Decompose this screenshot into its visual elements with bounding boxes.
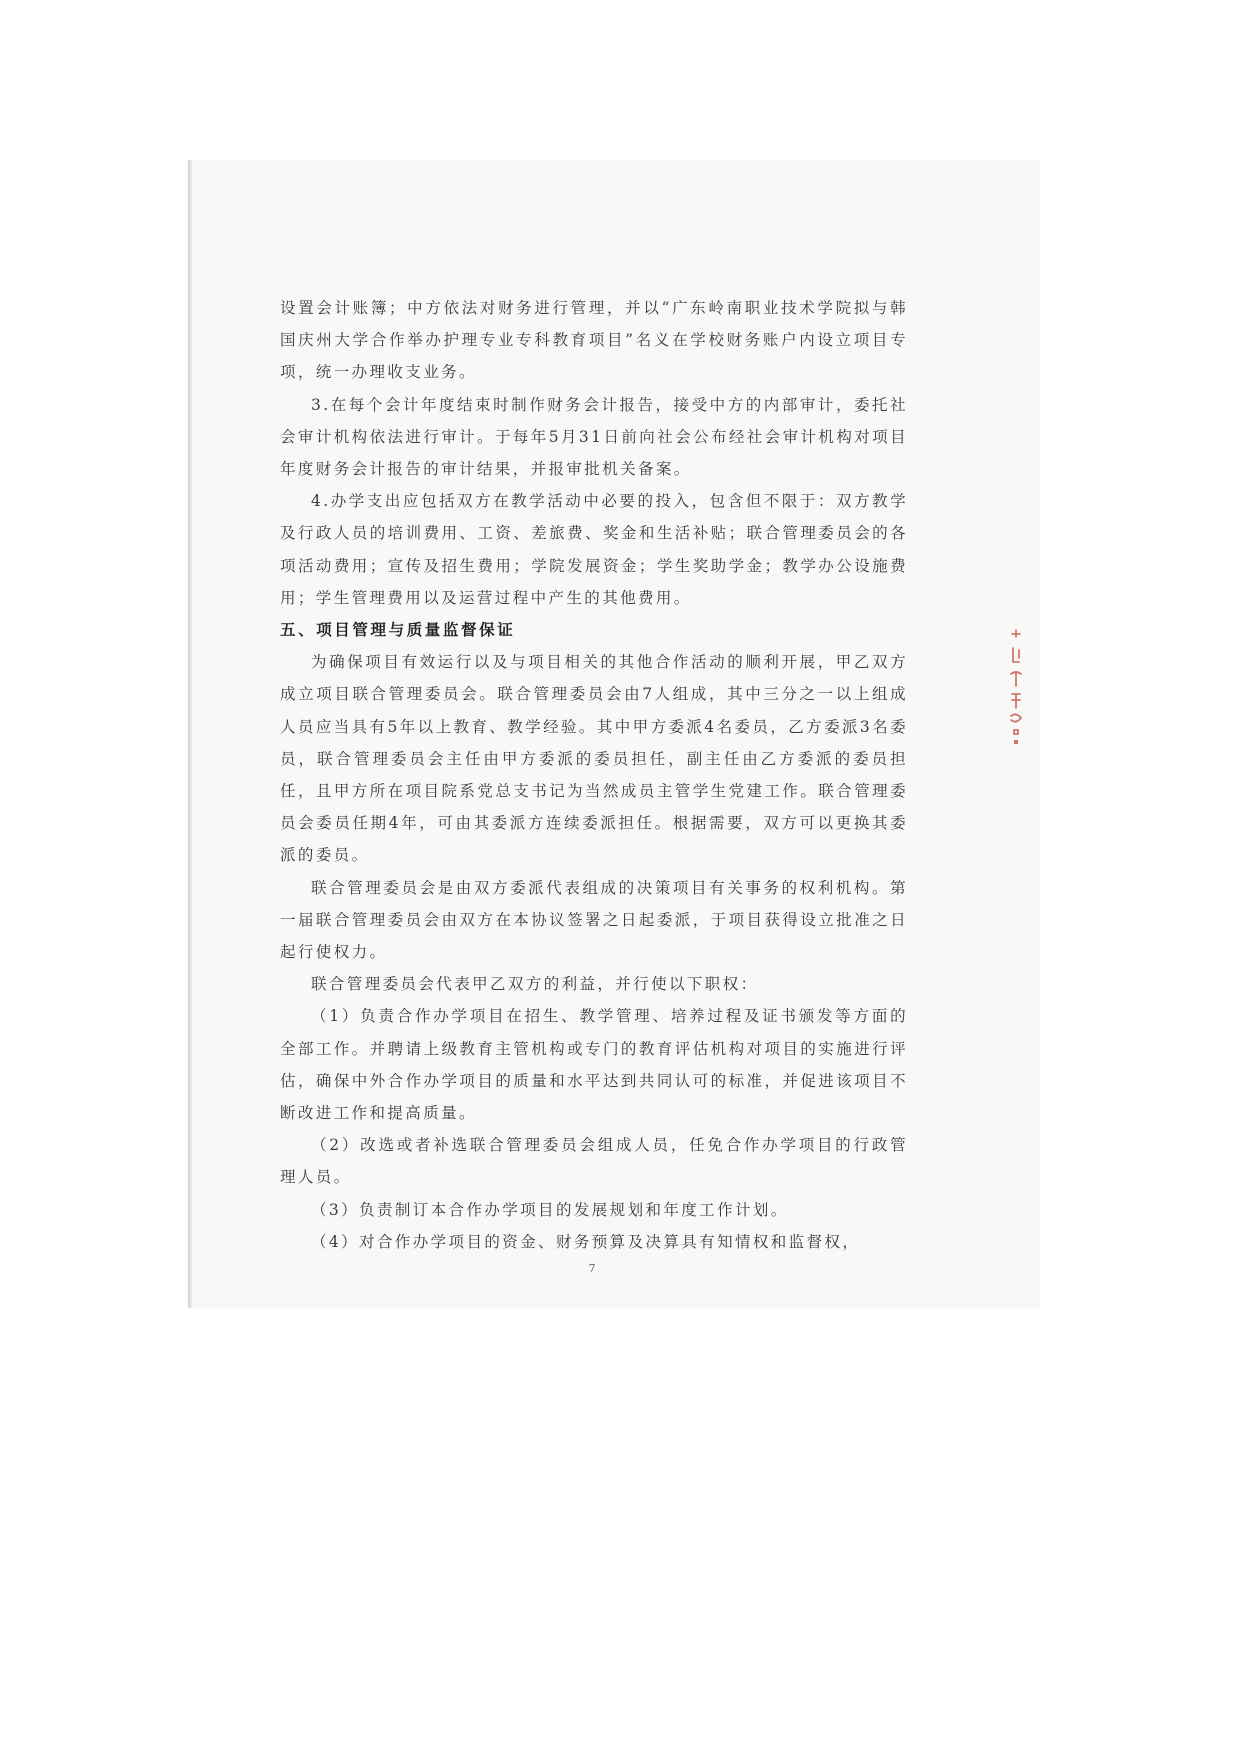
list-item-power-1: （1）负责合作办学项目在招生、教学管理、培养过程及证书颁发等方面的全部工作。并聘请上级教育主管机构或专门的教育评估机构对项目的实施进行评估，确保中外合作办学项目的质量和水平达到共同认可的标准，并促进该项目不断改进工作和提高质量。: [280, 1007, 908, 1123]
list-item-power-3: （3）负责制订本合作办学项目的发展规划和年度工作计划。: [311, 1200, 789, 1219]
paragraph-annual-audit: 3.在每个会计年度结束时制作财务会计报告，接受中方的内部审计，委托社会审计机构依法进行审计。于每年5月31日前向社会公布经社会审计机构对项目年度财务会计报告的审计结果，并报审批机关备案。: [280, 395, 908, 479]
list-item-power-2: （2）改选或者补选联合管理委员会组成人员，任免合作办学项目的行政管理人员。: [280, 1136, 908, 1187]
section-heading-management: 五、项目管理与质量监督保证: [280, 621, 516, 640]
list-item-power-4: （4）对合作办学项目的资金、财务预算及决算具有知情权和监督权，: [311, 1232, 861, 1251]
paragraph-expenditures: 4.办学支出应包括双方在教学活动中必要的投入，包含但不限于：双方教学及行政人员的培训费用、工资、差旅费、奖金和生活补贴；联合管理委员会的各项活动费用；宣传及招生费用；学院发展资金；学生奖助学金；教学办公设施费用；学生管理费用以及运营过程中产生的其他费用。: [280, 492, 908, 607]
paragraph-account-books: 设置会计账簿；中方依法对财务进行管理，并以“广东岭南职业技术学院拟与韩国庆州大学合作举办护理专业专科教育项目”名义在学校财务账户内设立项目专项，统一办理收支业务。: [280, 299, 908, 382]
paragraph-joint-committee: 为确保项目有效运行以及与项目相关的其他合作活动的顺利开展，甲乙双方成立项目联合管理委员会。联合管理委员会由7人组成，其中三分之一以上组成人员应当具有5年以上教育、教学经验。其中甲方委派4名委员，乙方委派3名委员，联合管理委员会主任由甲方委派的委员担任，副主任由乙方委派的委员担任，且甲方所在项目院系党总支书记为当然成员主管学生党建工作。联合管理委员会委员任期4年，可由其委派方连续委派担任。根据需要，双方可以更换其委派的委员。: [280, 653, 908, 865]
paragraph-committee-authority: 联合管理委员会是由双方委派代表组成的决策项目有关事务的权利机构。第一届联合管理委员会由双方在本协议签署之日起委派，于项目获得设立批准之日起行使权力。: [280, 878, 908, 962]
page-number: 7: [588, 1262, 596, 1275]
page-binding-edge: [188, 160, 192, 1308]
paragraph-committee-powers: 联合管理委员会代表甲乙双方的利益，并行使以下职权：: [311, 975, 759, 994]
document-body: [280, 292, 908, 1258]
seal-stamp-fragment: [1006, 628, 1026, 746]
